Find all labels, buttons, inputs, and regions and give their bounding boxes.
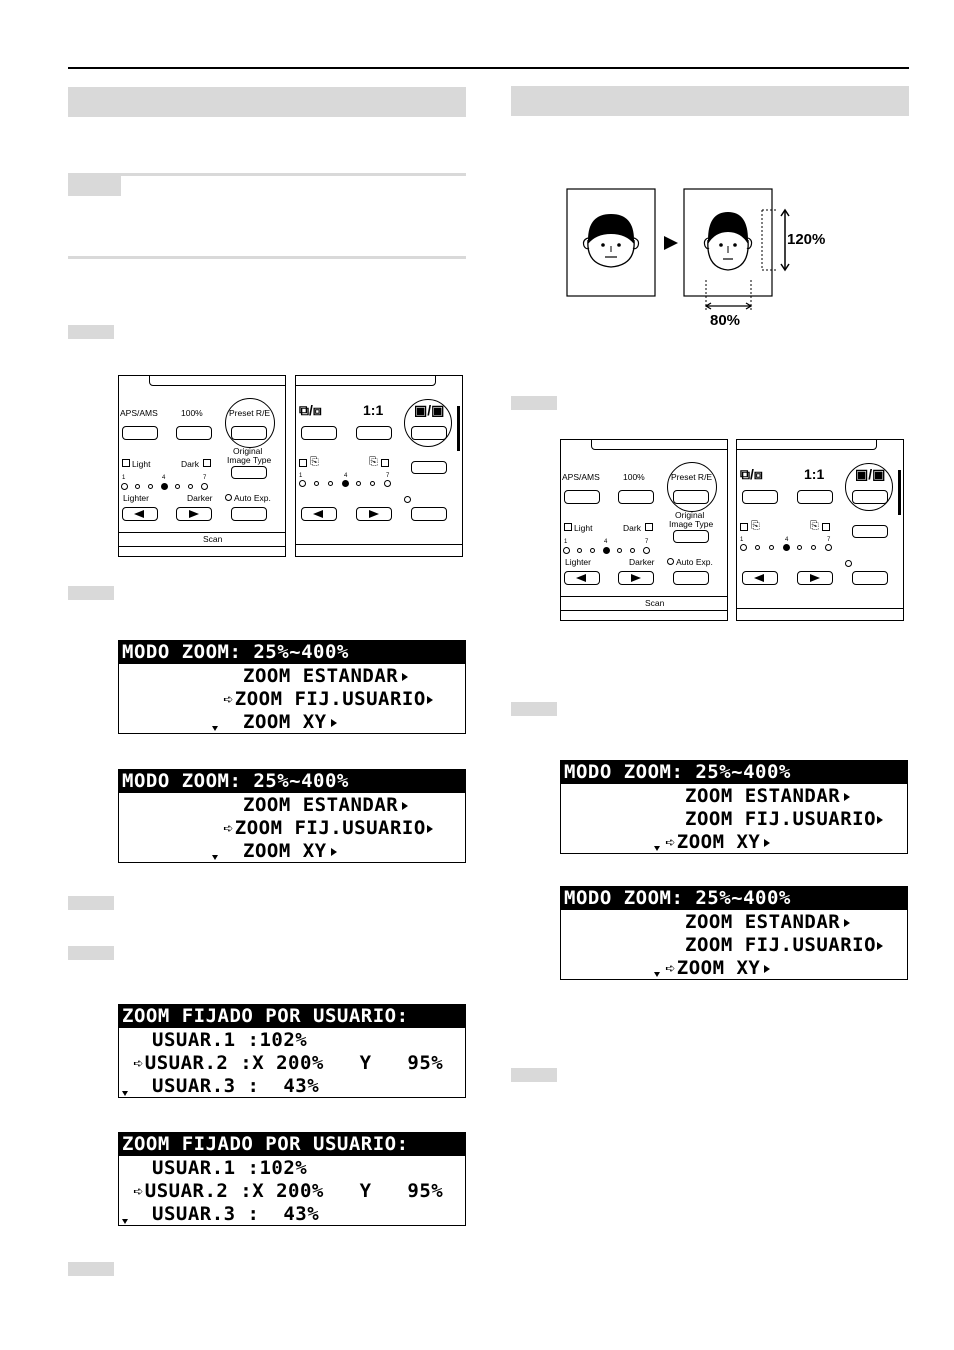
hundred-percent-label-2: 100% [623, 472, 645, 482]
dark-label: Dark [181, 459, 199, 469]
lighter-button-right[interactable] [301, 507, 337, 521]
highlight-circle [225, 398, 275, 448]
level-7-label-right-2: 7 [827, 537, 831, 543]
step-marker-8 [511, 1068, 557, 1082]
highlight-circle-right-2 [845, 463, 893, 511]
lcd-zoom-menu-1 [118, 640, 466, 734]
original-image-type-button-2[interactable] [673, 530, 709, 543]
lcd-zoom-menu-xy-1 [560, 760, 908, 854]
level-7-label-right: 7 [386, 473, 390, 479]
cursor-arrow-icon: ➪ [133, 1054, 144, 1074]
menu-item-estandar[interactable]: ZOOM ESTANDAR [685, 911, 850, 934]
copy-mode-icon: ⧉/⧈ [299, 402, 322, 418]
control-panel-left [118, 375, 286, 557]
scroll-down-icon [212, 855, 218, 860]
auto-exp-label-2: Auto Exp. [676, 557, 713, 567]
level-4-label-right: 4 [344, 473, 348, 479]
control-panel-right-2: ⧉/⧈ 1:1 ▣/▣ ⎘ ⎘ 1 4 7 [736, 439, 904, 621]
lcd-header: ZOOM FIJADO POR USUARIO: [119, 1005, 465, 1028]
cursor-arrow-icon: ➪ [223, 690, 234, 710]
level-7-label: 7 [203, 475, 207, 481]
menu-item-xy[interactable]: ➪ZOOM XY [665, 957, 770, 980]
step-marker-7 [511, 702, 557, 716]
note-bottom-rule [68, 256, 466, 259]
scan-label: Scan [203, 534, 223, 544]
scroll-down-icon [122, 1091, 128, 1096]
auto-exp-button-2[interactable] [673, 571, 709, 585]
preset-re-icon: ▣/▣ [414, 402, 445, 418]
scroll-down-icon [122, 1219, 128, 1224]
lcd-header: ZOOM FIJADO POR USUARIO: [119, 1133, 465, 1156]
one-to-one-label-2: 1:1 [804, 466, 825, 482]
original-image-type-button[interactable] [231, 466, 267, 479]
darker-button[interactable] [176, 507, 212, 521]
copy-mode-button[interactable] [301, 426, 337, 440]
auto-exp-button[interactable] [231, 507, 267, 521]
level-4-label-right-2: 4 [785, 537, 789, 543]
step-marker-6 [511, 396, 557, 410]
user-zoom-row-2[interactable]: ➪USUAR.2 :X 200% Y 95% [133, 1052, 444, 1074]
preset-re-label: Preset R/E [229, 408, 271, 418]
lighter-label: Lighter [123, 493, 149, 503]
scroll-down-icon [212, 726, 218, 731]
level-1-label-right-2: 1 [740, 537, 744, 543]
user-zoom-row-2[interactable]: ➪USUAR.2 :X 200% Y 95% [133, 1180, 444, 1202]
horizontal-percent-label: 80% [710, 312, 741, 329]
hundred-percent-label: 100% [181, 408, 203, 418]
darker-label-2: Darker [629, 557, 655, 567]
menu-item-usuario[interactable]: ZOOM FIJ.USUARIO [685, 934, 883, 957]
darker-label: Darker [187, 493, 213, 503]
cursor-arrow-icon: ➪ [223, 819, 234, 839]
auto-exp-button-right[interactable] [411, 507, 447, 521]
level-4-label-2: 4 [604, 539, 608, 545]
lcd-header: MODO ZOOM: 25%~400% [561, 887, 907, 910]
copy-mode-button-2[interactable] [742, 490, 778, 504]
image-type-button-right-2[interactable] [852, 525, 888, 538]
darker-button-right[interactable] [356, 507, 392, 521]
scan-label-2: Scan [645, 598, 665, 608]
menu-item-xy[interactable]: ➪ZOOM XY [665, 831, 770, 854]
cursor-arrow-icon: ➪ [133, 1182, 144, 1202]
level-1-label-2: 1 [564, 539, 568, 545]
one-to-one-button[interactable] [356, 426, 392, 440]
cursor-arrow-icon: ➪ [665, 959, 676, 979]
arrow-right-icon [664, 236, 678, 250]
level-1-label-right: 1 [299, 473, 303, 479]
step-marker-3 [68, 896, 114, 910]
light-label-2: Light [574, 523, 593, 533]
user-zoom-row-3[interactable]: USUAR.3 : 43% [152, 1203, 320, 1225]
one-to-one-button-2[interactable] [797, 490, 833, 504]
level-1-label: 1 [122, 475, 126, 481]
step-marker-2 [68, 586, 114, 600]
user-zoom-row-3[interactable]: USUAR.3 : 43% [152, 1075, 320, 1097]
step-marker-5 [68, 1262, 114, 1276]
lighter-button-2[interactable] [564, 571, 600, 585]
note-top-rule [68, 173, 466, 176]
vertical-percent-label: 120% [787, 231, 826, 248]
dark-label-2: Dark [623, 523, 641, 533]
menu-item-usuario[interactable]: ZOOM FIJ.USUARIO [685, 808, 883, 831]
auto-exp-label: Auto Exp. [234, 493, 271, 503]
aps-ams-button[interactable] [122, 426, 158, 440]
aps-ams-label-2: APS/AMS [562, 472, 600, 482]
lighter-label-2: Lighter [565, 557, 591, 567]
menu-item-estandar[interactable]: ZOOM ESTANDAR [685, 785, 850, 808]
section-header-left [68, 87, 466, 117]
original-label: Original [233, 446, 263, 456]
menu-item-estandar[interactable]: ZOOM ESTANDAR [243, 794, 408, 817]
one-to-one-label: 1:1 [363, 402, 384, 418]
auto-exp-button-right-2[interactable] [852, 571, 888, 585]
preset-re-icon-2: ▣/▣ [855, 466, 886, 482]
original-label-2: Original [675, 510, 705, 520]
lcd-user-zoom-2 [118, 1132, 466, 1226]
face-resize-figure [566, 188, 866, 330]
hundred-percent-button-2[interactable] [618, 490, 654, 504]
lighter-button-right-2[interactable] [742, 571, 778, 585]
user-zoom-row-1[interactable]: USUAR.1 :102% [152, 1157, 308, 1179]
hundred-percent-button[interactable] [176, 426, 212, 440]
preset-re-label-2: Preset R/E [671, 472, 713, 482]
scroll-down-icon [654, 846, 660, 851]
step-marker-1 [68, 325, 114, 339]
light-label: Light [132, 459, 151, 469]
level-7-label-2: 7 [645, 539, 649, 545]
menu-item-xy[interactable]: ZOOM XY [243, 840, 337, 863]
menu-item-usuario[interactable]: ➪ZOOM FIJ.USUARIO [223, 688, 433, 711]
menu-item-xy[interactable]: ZOOM XY [243, 711, 337, 734]
scroll-down-icon [654, 972, 660, 977]
image-type-button-right[interactable] [411, 461, 447, 474]
note-tag [68, 176, 121, 196]
darker-button-right-2[interactable] [797, 571, 833, 585]
copy-mode-icon-2: ⧉/⧈ [740, 466, 763, 482]
lighter-button[interactable] [122, 507, 158, 521]
lcd-header: MODO ZOOM: 25%~400% [119, 770, 465, 793]
aps-ams-button-2[interactable] [564, 490, 600, 504]
lcd-user-zoom-1 [118, 1004, 466, 1098]
zoom-illustration [566, 188, 866, 330]
lcd-zoom-menu-xy-2 [560, 886, 908, 980]
menu-item-usuario[interactable]: ➪ZOOM FIJ.USUARIO [223, 817, 433, 840]
aps-ams-label: APS/AMS [120, 408, 158, 418]
top-rule [68, 67, 909, 69]
lcd-header: MODO ZOOM: 25%~400% [561, 761, 907, 784]
control-panel-right: ⧉/⧈ 1:1 ▣/▣ ⎘ ⎘ 1 4 7 [295, 375, 463, 557]
cursor-arrow-icon: ➪ [665, 833, 676, 853]
step-marker-4 [68, 946, 114, 960]
highlight-circle-2 [667, 462, 717, 512]
image-type-label: Image Type [227, 455, 272, 465]
menu-item-estandar[interactable]: ZOOM ESTANDAR [243, 665, 408, 688]
control-panel-left-2 [560, 439, 728, 621]
highlight-circle-right [404, 399, 452, 447]
image-type-label-2: Image Type [669, 519, 714, 529]
darker-button-2[interactable] [618, 571, 654, 585]
lcd-header: MODO ZOOM: 25%~400% [119, 641, 465, 664]
user-zoom-row-1[interactable]: USUAR.1 :102% [152, 1029, 308, 1051]
level-4-label: 4 [162, 475, 166, 481]
lcd-zoom-menu-2 [118, 769, 466, 863]
section-header-right [511, 86, 909, 116]
